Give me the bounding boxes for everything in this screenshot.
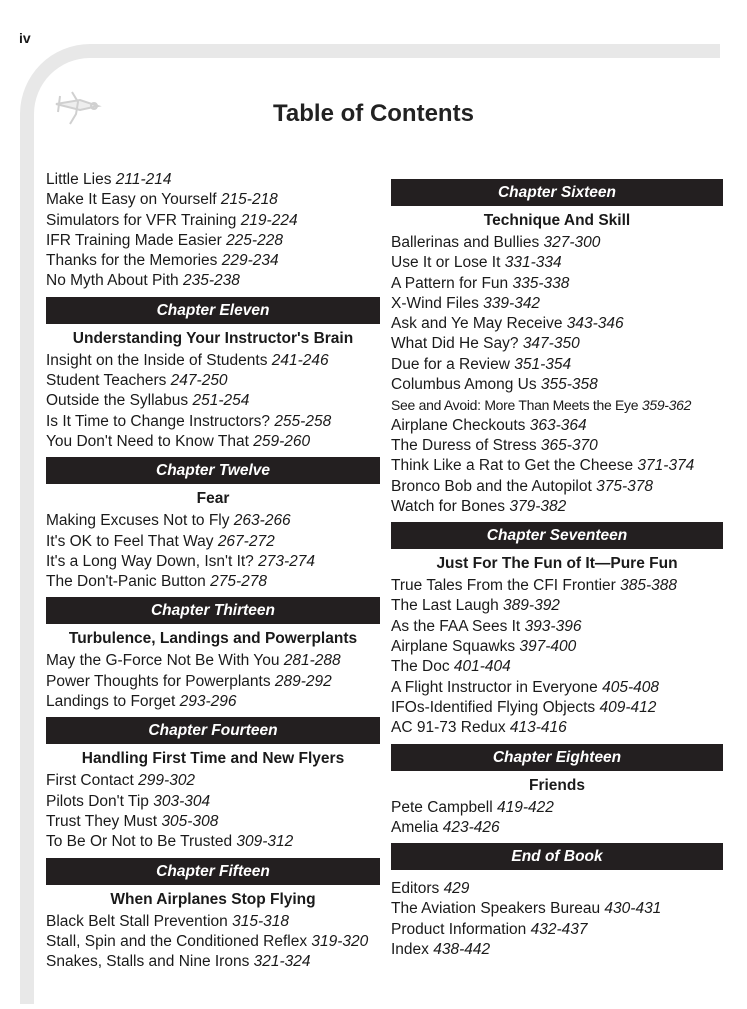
entry-pages: 393-396 bbox=[524, 617, 582, 635]
toc-entry bbox=[391, 576, 723, 596]
toc-entry bbox=[391, 314, 723, 334]
toc-entry bbox=[391, 274, 723, 294]
toc-entry bbox=[46, 912, 380, 932]
toc-entry bbox=[391, 596, 723, 616]
entry-pages: 321-324 bbox=[253, 953, 311, 971]
entry-title: To Be Or Not to Be Trusted bbox=[46, 833, 233, 851]
entry-pages: 215-218 bbox=[220, 191, 278, 209]
right-column bbox=[391, 174, 723, 960]
chapter-seventeen-entries bbox=[391, 576, 723, 738]
chapter-fourteen-heading: Chapter Fourteen bbox=[46, 717, 380, 744]
chapter-sixteen-subtitle: Technique And Skill bbox=[483, 212, 631, 229]
toc-entry bbox=[46, 371, 380, 391]
toc-entry bbox=[46, 692, 380, 712]
entry-pages: 432-437 bbox=[530, 920, 588, 938]
entry-pages: 263-266 bbox=[233, 512, 291, 530]
entry-pages: 359-362 bbox=[641, 397, 692, 414]
toc-entry bbox=[46, 792, 380, 812]
chapter-twelve-entries bbox=[46, 511, 380, 592]
toc-entry bbox=[391, 698, 723, 718]
entry-title: IFR Training Made Easier bbox=[46, 231, 222, 249]
chapter-sixteen-heading: Chapter Sixteen bbox=[391, 179, 723, 206]
chapter-fifteen-subtitle: When Airplanes Stop Flying bbox=[110, 890, 316, 908]
entry-title: It's OK to Feel That Way bbox=[46, 532, 214, 550]
entry-title: Insight on the Inside of Students bbox=[46, 351, 268, 369]
entry-pages: 430-431 bbox=[604, 900, 662, 918]
entry-pages: 303-304 bbox=[153, 792, 211, 810]
entry-pages: 247-250 bbox=[170, 372, 228, 390]
entry-title: Power Thoughts for Powerplants bbox=[46, 672, 271, 690]
entry-title: As the FAA Sees It bbox=[391, 617, 521, 635]
entry-pages: 319-320 bbox=[311, 932, 369, 950]
entry-pages: 423-426 bbox=[442, 818, 500, 836]
entry-title: See and Avoid: More Than Meets the Eye bbox=[391, 397, 639, 414]
entry-title: A Flight Instructor in Everyone bbox=[391, 678, 598, 696]
entry-title: Little Lies bbox=[46, 171, 112, 188]
entry-title: The Aviation Speakers Bureau bbox=[391, 900, 601, 918]
end-of-book-entries bbox=[391, 879, 723, 960]
entry-pages: 241-246 bbox=[271, 351, 329, 369]
entry-title: First Contact bbox=[46, 772, 134, 790]
chapter-eleven-heading: Chapter Eleven bbox=[46, 297, 380, 324]
toc-entry bbox=[46, 391, 380, 411]
entry-title: Trust They Must bbox=[46, 812, 158, 830]
entry-pages: 229-234 bbox=[221, 252, 279, 270]
entry-title: Student Teachers bbox=[46, 372, 167, 390]
toc-entry bbox=[46, 651, 380, 671]
toc-entry bbox=[46, 231, 380, 251]
toc-entry bbox=[46, 672, 380, 692]
toc-entry bbox=[46, 812, 380, 832]
entry-pages: 379-382 bbox=[509, 497, 567, 515]
entry-pages: 255-258 bbox=[274, 412, 332, 430]
entry-pages: 365-370 bbox=[540, 436, 598, 454]
toc-entry bbox=[46, 952, 380, 972]
toc-entry bbox=[391, 617, 723, 637]
entry-title: Airplane Checkouts bbox=[391, 416, 526, 434]
entry-title: Bronco Bob and the Autopilot bbox=[391, 477, 592, 495]
entry-pages: 327-300 bbox=[543, 234, 601, 251]
entry-pages: 351-354 bbox=[514, 355, 572, 373]
entry-title: X-Wind Files bbox=[391, 294, 479, 312]
entry-title: Index bbox=[391, 941, 429, 959]
entry-pages: 289-292 bbox=[274, 672, 332, 690]
toc-entry bbox=[391, 879, 723, 899]
toc-entry bbox=[391, 718, 723, 738]
entry-title: Making Excuses Not to Fly bbox=[46, 512, 230, 530]
entry-title: True Tales From the CFI Frontier bbox=[391, 577, 616, 595]
entry-pages: 315-318 bbox=[232, 912, 289, 930]
toc-entry bbox=[46, 271, 380, 291]
entry-title: Black Belt Stall Prevention bbox=[46, 912, 228, 930]
entry-title: Snakes, Stalls and Nine Irons bbox=[46, 953, 250, 971]
toc-entry bbox=[391, 456, 723, 476]
toc-entry bbox=[391, 253, 723, 273]
chapter-fifteen-heading: Chapter Fifteen bbox=[46, 858, 380, 885]
toc-entry bbox=[46, 190, 380, 210]
toc-entry bbox=[46, 572, 380, 592]
toc-entry bbox=[391, 497, 723, 517]
toc-entry bbox=[46, 432, 380, 452]
entry-pages: 413-416 bbox=[509, 719, 567, 737]
entry-pages: 355-358 bbox=[540, 376, 598, 394]
entry-pages: 409-412 bbox=[599, 698, 657, 716]
entry-pages: 397-400 bbox=[519, 638, 577, 656]
entry-pages: 281-288 bbox=[283, 652, 341, 670]
chapter-eighteen-heading: Chapter Eighteen bbox=[391, 744, 723, 771]
chapter-twelve-subtitle: Fear bbox=[196, 490, 230, 508]
entry-pages: 335-338 bbox=[512, 274, 570, 292]
entry-pages: 371-374 bbox=[637, 457, 695, 475]
entry-pages: 375-378 bbox=[596, 477, 653, 495]
entry-title: Product Information bbox=[391, 920, 527, 938]
toc-entry bbox=[391, 899, 723, 919]
entry-title: Make It Easy on Yourself bbox=[46, 191, 217, 209]
toc-entry bbox=[391, 294, 723, 314]
chapter-seventeen-subtitle: Just For The Fun of It—Pure Fun bbox=[436, 555, 678, 573]
toc-entry bbox=[391, 678, 723, 698]
entry-title: Airplane Squawks bbox=[391, 638, 516, 656]
entry-pages: 251-254 bbox=[192, 392, 250, 410]
page-title: Table of Contents bbox=[273, 100, 474, 127]
entry-pages: 225-228 bbox=[226, 231, 283, 249]
entry-title: Simulators for VFR Training bbox=[46, 211, 237, 229]
toc-entry bbox=[391, 355, 723, 375]
entry-pages: 211-214 bbox=[115, 171, 172, 188]
toc-entry bbox=[391, 940, 723, 960]
chapter-eleven-entries bbox=[46, 351, 380, 452]
chapter-eighteen-subtitle: Friends bbox=[529, 776, 585, 794]
entry-pages: 235-238 bbox=[183, 272, 240, 290]
entry-title: IFOs-Identified Flying Objects bbox=[391, 698, 596, 716]
toc-entry bbox=[46, 832, 380, 852]
chapter-twelve-heading: Chapter Twelve bbox=[46, 457, 380, 484]
toc-entry bbox=[46, 771, 380, 791]
entry-title: It's a Long Way Down, Isn't It? bbox=[46, 552, 254, 570]
entry-pages: 405-408 bbox=[602, 678, 659, 696]
toc-entry bbox=[391, 637, 723, 657]
chapter-fourteen-entries bbox=[46, 771, 380, 852]
entry-title: Stall, Spin and the Conditioned Reflex bbox=[46, 932, 308, 950]
entry-pages: 305-308 bbox=[161, 812, 219, 830]
end-of-book-heading: End of Book bbox=[391, 843, 723, 870]
toc-entry bbox=[391, 818, 723, 838]
toc-entry bbox=[46, 170, 380, 190]
chapter-fifteen-entries bbox=[46, 912, 380, 973]
chapter-eleven-subtitle: Understanding Your Instructor's Brain bbox=[72, 329, 354, 347]
entry-title: Think Like a Rat to Get the Cheese bbox=[391, 457, 634, 475]
page-number: iv bbox=[19, 30, 31, 46]
entry-pages: 363-364 bbox=[529, 416, 587, 434]
entry-pages: 267-272 bbox=[217, 532, 275, 550]
toc-entry bbox=[391, 375, 723, 395]
toc-entry bbox=[391, 436, 723, 456]
entry-pages: 309-312 bbox=[236, 833, 294, 851]
entry-title: Use It or Lose It bbox=[391, 254, 501, 272]
chapter-seventeen-heading: Chapter Seventeen bbox=[391, 522, 723, 549]
toc-entry bbox=[46, 351, 380, 371]
entry-pages: 389-392 bbox=[503, 597, 560, 615]
entry-title: Editors bbox=[391, 880, 440, 898]
entry-title: The Don't-Panic Button bbox=[46, 573, 206, 591]
entry-title: You Don't Need to Know That bbox=[46, 432, 249, 450]
entry-title: No Myth About Pith bbox=[46, 272, 179, 290]
entry-title: Is It Time to Change Instructors? bbox=[46, 412, 270, 430]
entry-pages: 331-334 bbox=[504, 254, 562, 272]
toc-entry bbox=[391, 416, 723, 436]
entry-pages: 419-422 bbox=[496, 798, 554, 816]
entry-pages: 273-274 bbox=[258, 552, 315, 570]
entry-title: AC 91-73 Redux bbox=[391, 719, 506, 737]
toc-entry bbox=[391, 233, 723, 253]
toc-entry bbox=[46, 251, 380, 271]
entry-title: Pete Campbell bbox=[391, 798, 493, 816]
entry-pages: 385-388 bbox=[620, 577, 678, 595]
toc-entry bbox=[391, 395, 723, 415]
chapter-thirteen-heading: Chapter Thirteen bbox=[46, 597, 380, 624]
entry-pages: 299-302 bbox=[138, 772, 196, 790]
entry-pages: 293-296 bbox=[179, 693, 237, 711]
chapter-sixteen-entries bbox=[391, 233, 723, 517]
toc-entry bbox=[391, 657, 723, 677]
entry-title: Due for a Review bbox=[391, 355, 510, 373]
left-column bbox=[46, 170, 380, 972]
entry-pages: 438-442 bbox=[433, 941, 491, 959]
chapter-thirteen-subtitle: Turbulence, Landings and Powerplants bbox=[68, 630, 358, 648]
entry-pages: 259-260 bbox=[253, 432, 311, 450]
entry-pages: 339-342 bbox=[483, 294, 541, 312]
entry-pages: 219-224 bbox=[240, 211, 298, 229]
chapter-fourteen-subtitle: Handling First Time and New Flyers bbox=[81, 750, 345, 768]
entry-title: A Pattern for Fun bbox=[391, 274, 509, 292]
entry-title: Watch for Bones bbox=[391, 497, 506, 515]
toc-entry bbox=[391, 798, 723, 818]
chapter-eighteen-entries bbox=[391, 798, 723, 839]
toc-entry bbox=[46, 211, 380, 231]
entry-title: The Duress of Stress bbox=[391, 436, 537, 454]
entry-title: What Did He Say? bbox=[391, 335, 519, 353]
entry-title: May the G-Force Not Be With You bbox=[46, 652, 280, 670]
toc-entry bbox=[391, 334, 723, 354]
toc-entry bbox=[46, 412, 380, 432]
entry-title: Columbus Among Us bbox=[391, 376, 537, 394]
intro-entry-list bbox=[46, 170, 380, 292]
entry-pages: 429 bbox=[443, 880, 470, 898]
entry-pages: 275-278 bbox=[210, 573, 267, 591]
entry-pages: 347-350 bbox=[522, 335, 580, 353]
entry-title: Amelia bbox=[391, 818, 439, 836]
entry-title: Ask and Ye May Receive bbox=[391, 315, 563, 333]
entry-pages: 343-346 bbox=[566, 315, 624, 333]
toc-entry bbox=[46, 932, 380, 952]
toc-entry bbox=[46, 532, 380, 552]
entry-title: Landings to Forget bbox=[46, 693, 176, 711]
entry-title: Pilots Don't Tip bbox=[46, 792, 149, 810]
entry-title: The Last Laugh bbox=[391, 597, 499, 615]
entry-title: Outside the Syllabus bbox=[46, 392, 189, 410]
chapter-thirteen-entries bbox=[46, 651, 380, 712]
entry-pages: 401-404 bbox=[453, 658, 511, 676]
toc-entry bbox=[46, 511, 380, 531]
entry-title: The Doc bbox=[391, 658, 450, 676]
toc-entry bbox=[391, 477, 723, 497]
entry-title: Thanks for the Memories bbox=[46, 252, 218, 270]
toc-entry bbox=[391, 920, 723, 940]
toc-entry bbox=[46, 552, 380, 572]
entry-title: Ballerinas and Bullies bbox=[391, 234, 540, 251]
